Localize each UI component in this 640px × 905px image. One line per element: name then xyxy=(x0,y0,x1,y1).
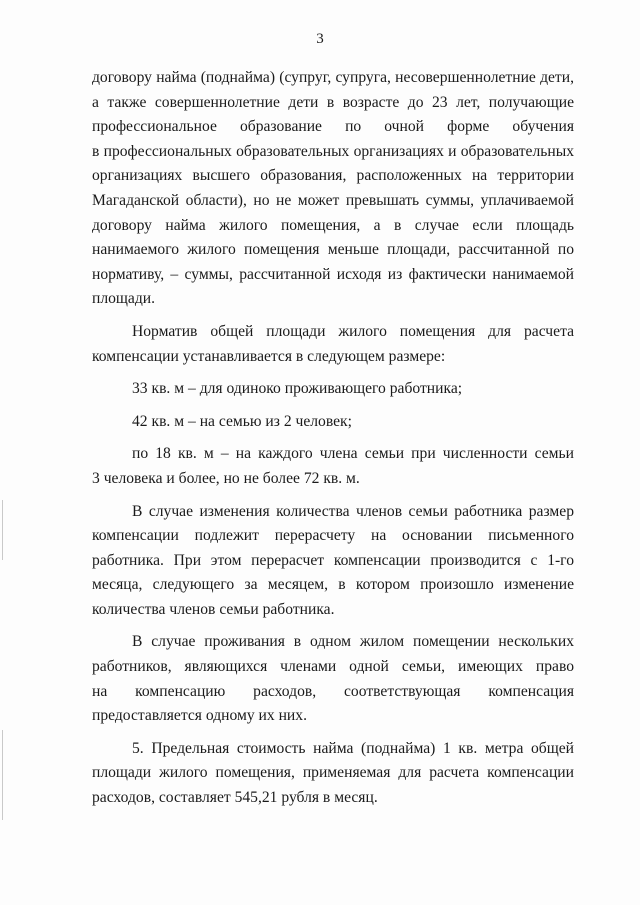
text-line: 33 кв. м – для одиноко проживающего работника; xyxy=(132,380,463,398)
text-line: работников, являющихся членами одной семьи, имеющих право xyxy=(92,658,574,676)
paragraph xyxy=(92,500,574,623)
paragraph xyxy=(92,66,574,312)
text-line: а также совершеннолетние дети в возрасте до 23 лет, получающие xyxy=(92,93,574,111)
paragraph-gap xyxy=(92,622,574,630)
page-number: 3 xyxy=(316,31,324,47)
text-line: 3 человека и более, но не более 72 кв. м. xyxy=(92,469,360,487)
paragraph-gap xyxy=(92,434,574,442)
text-line: Магаданской области), но не может превышать суммы, уплачиваемой xyxy=(92,191,574,209)
text-line: В случае проживания в одном жилом помещении нескольких xyxy=(132,633,574,651)
text-line: профессиональное образование по очной форме обучения xyxy=(92,118,574,136)
text-line: В случае изменения количества членов семьи работника размер xyxy=(132,502,574,520)
document-body xyxy=(92,66,574,811)
text-line: предоставляется одному их них. xyxy=(92,707,307,725)
text-line: компенсации подлежит перерасчету на основании письменного xyxy=(92,527,574,545)
text-line: в профессиональных образовательных организациях и образовательных xyxy=(92,142,574,160)
paragraph xyxy=(92,410,574,435)
text-line: договору найма жилого помещения, а в случае если площадь xyxy=(92,216,574,234)
text-line: договору найма (поднайма) (супруг, супруга, несовершеннолетние дети, xyxy=(92,69,574,86)
paragraph-gap xyxy=(92,492,574,500)
text-line: Норматив общей площади жилого помещения для расчета xyxy=(132,322,574,340)
text-line: площади жилого помещения, применяемая для расчета компенсации xyxy=(92,764,574,782)
text-line: расходов, составляет 545,21 рубля в месяц. xyxy=(92,789,378,807)
text-line: месяца, следующего за месяцем, в котором произошло изменение xyxy=(92,576,574,594)
paragraph-gap xyxy=(92,312,574,320)
paragraph xyxy=(92,442,574,491)
paragraph xyxy=(92,377,574,402)
paragraph-gap xyxy=(92,369,574,377)
text-line: по 18 кв. м – на каждого члена семьи при численности семьи xyxy=(132,445,574,463)
paragraph xyxy=(92,737,574,811)
scan-edge-mark xyxy=(2,730,3,820)
text-line: компенсации устанавливается в следующем размере: xyxy=(92,347,446,365)
text-line: 5. Предельная стоимость найма (поднайма) 1 кв. метра общей xyxy=(132,739,574,757)
text-line: площади. xyxy=(92,290,156,308)
text-line: нанимаемого жилого помещения меньше площади, рассчитанной по xyxy=(92,241,574,259)
text-line: количества членов семьи работника. xyxy=(92,600,335,618)
paragraph xyxy=(92,320,574,369)
paragraph xyxy=(92,630,574,728)
scan-edge-mark xyxy=(2,500,3,560)
paragraph-gap xyxy=(92,729,574,737)
text-line: на компенсацию расходов, соответствующая компенсация xyxy=(92,682,574,700)
text-line: нормативу, – суммы, рассчитанной исходя из фактически нанимаемой xyxy=(92,265,574,283)
text-line: 42 кв. м – на семью из 2 человек; xyxy=(132,412,352,430)
text-line: работника. При этом перерасчет компенсации производится с 1-го xyxy=(92,551,574,569)
paragraph-gap xyxy=(92,402,574,410)
text-line: организациях высшего образования, расположенных на территории xyxy=(92,167,574,185)
